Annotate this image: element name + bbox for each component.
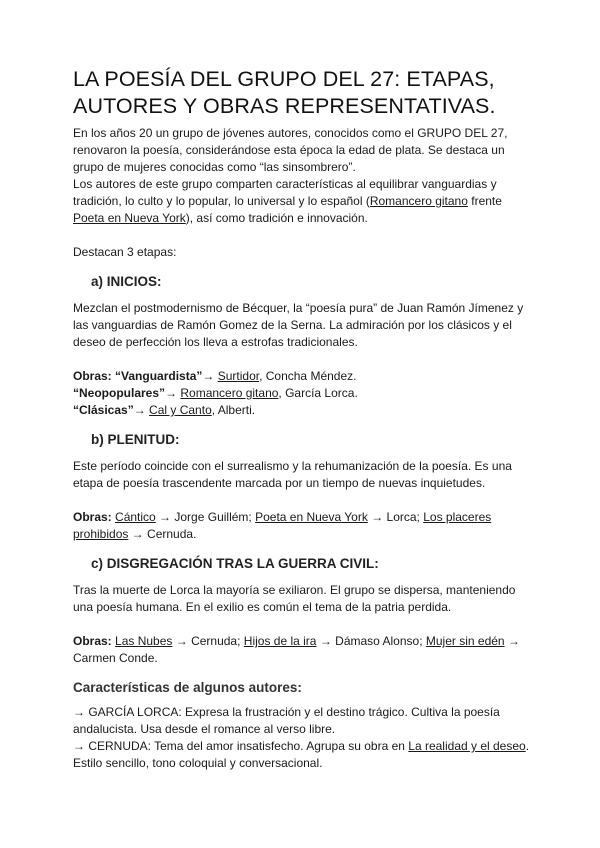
work-author: , Alberti. (211, 403, 256, 417)
section-a-obras-2 (73, 385, 535, 402)
obras-label: Obras: (73, 634, 112, 648)
arrow: → (202, 369, 218, 383)
intro-paragraph-3: Destacan 3 etapas: (73, 245, 177, 259)
intro-text-a: Los autores de este grupo comparten características al equilibrar vanguardias y tradición, lo culto y lo popular, lo universal y lo español ( (73, 177, 497, 208)
author-cernuda (73, 738, 535, 772)
section-a-heading: a) INICIOS: (91, 274, 162, 289)
obras-label: “Neopopulares” (73, 386, 166, 400)
author-lorca: → GARCÍA LORCA: Expresa la frustración y el destino trágico. Cultiva la poesía andalucista. Usa desde el romance al verso libre. (73, 705, 500, 736)
arrow: → (165, 386, 181, 400)
work-author: , Concha Méndez. (259, 369, 357, 383)
work-title: La realidad y el deseo (408, 739, 526, 753)
work-author: → Jorge Guillém; (155, 510, 256, 524)
page-title: LA POESÍA DEL GRUPO DEL 27: ETAPAS, AUTORES Y OBRAS REPRESENTATIVAS. (73, 67, 496, 118)
work-title: Las Nubes (115, 634, 173, 648)
work-title: Cántico (115, 510, 156, 524)
intro-text-b: frente (467, 194, 502, 208)
section-c-text: Tras la muerte de Lorca la mayoría se exiliaron. El grupo se dispersa, manteniendo una poesía humana. En el exilio es común el tema de la patria perdida. (73, 583, 516, 614)
work-title: Hijos de la ira (243, 634, 317, 648)
intro-paragraph-2 (73, 176, 535, 227)
arrow: → (133, 403, 150, 417)
document-page (73, 66, 535, 772)
work-romancero-gitano: Romancero gitano (369, 194, 468, 208)
work-title: Romancero gitano (180, 386, 279, 400)
author-text: . Estilo sencillo, tono coloquial y conversacional. (73, 739, 530, 770)
work-title: Los placeres prohibidos (73, 510, 492, 541)
section-b-obras (73, 509, 535, 543)
section-c-heading: c) DISGREGACIÓN TRAS LA GUERRA CIVIL: (91, 556, 379, 571)
section-a-obras-1 (73, 368, 535, 385)
work-title: Poeta en Nueva York (255, 510, 368, 524)
work-author: → Lorca; (367, 510, 424, 524)
work-author: → Cernuda. (128, 527, 197, 541)
work-poeta-en-nueva-york: Poeta en Nueva York (73, 211, 186, 225)
section-b-heading: b) PLENITUD: (91, 432, 180, 447)
work-title: Mujer sin edén (425, 634, 505, 648)
work-title: Cal y Canto (149, 403, 212, 417)
work-author: → Dámaso Alonso; (316, 634, 426, 648)
obras-label: Obras: “Vanguardista” (73, 369, 203, 383)
obras-label: Obras: (73, 510, 112, 524)
work-author: → Cernuda; (172, 634, 244, 648)
work-author: , García Lorca. (278, 386, 358, 400)
obras-label: “Clásicas” (73, 403, 134, 417)
work-author: → Carmen Conde. (73, 634, 520, 665)
intro-text-c: ), así como tradición e innovación. (185, 211, 368, 225)
intro-paragraph-1: En los años 20 un grupo de jóvenes autores, conocidos como el GRUPO DEL 27, renovaron la poesía, considerándose esta época la edad de plata. Se destaca un grupo de mujeres conocidas como “las sinsombrero”. (73, 126, 508, 174)
section-a-text: Mezclan el postmodernismo de Bécquer, la “poesía pura” de Juan Ramón Jímenez y las vanguardias de Ramón Gomez de la Serna. La admiración por los clásicos y el deseo de perfección los lleva a estrofas tradicionales. (73, 301, 524, 349)
section-b-text: Este período coincide con el surrealismo y la rehumanización de la poesía. Es una etapa de poesía trascendente marcada por un tiempo de nuevas inquietudes. (73, 459, 512, 490)
section-c-obras (73, 633, 535, 667)
work-title: Surtidor (217, 369, 260, 383)
author-text: → CERNUDA: Tema del amor insatisfecho. Agrupa su obra en (73, 739, 409, 753)
authors-heading: Características de algunos autores: (73, 680, 302, 695)
section-a-obras-3 (73, 402, 535, 419)
